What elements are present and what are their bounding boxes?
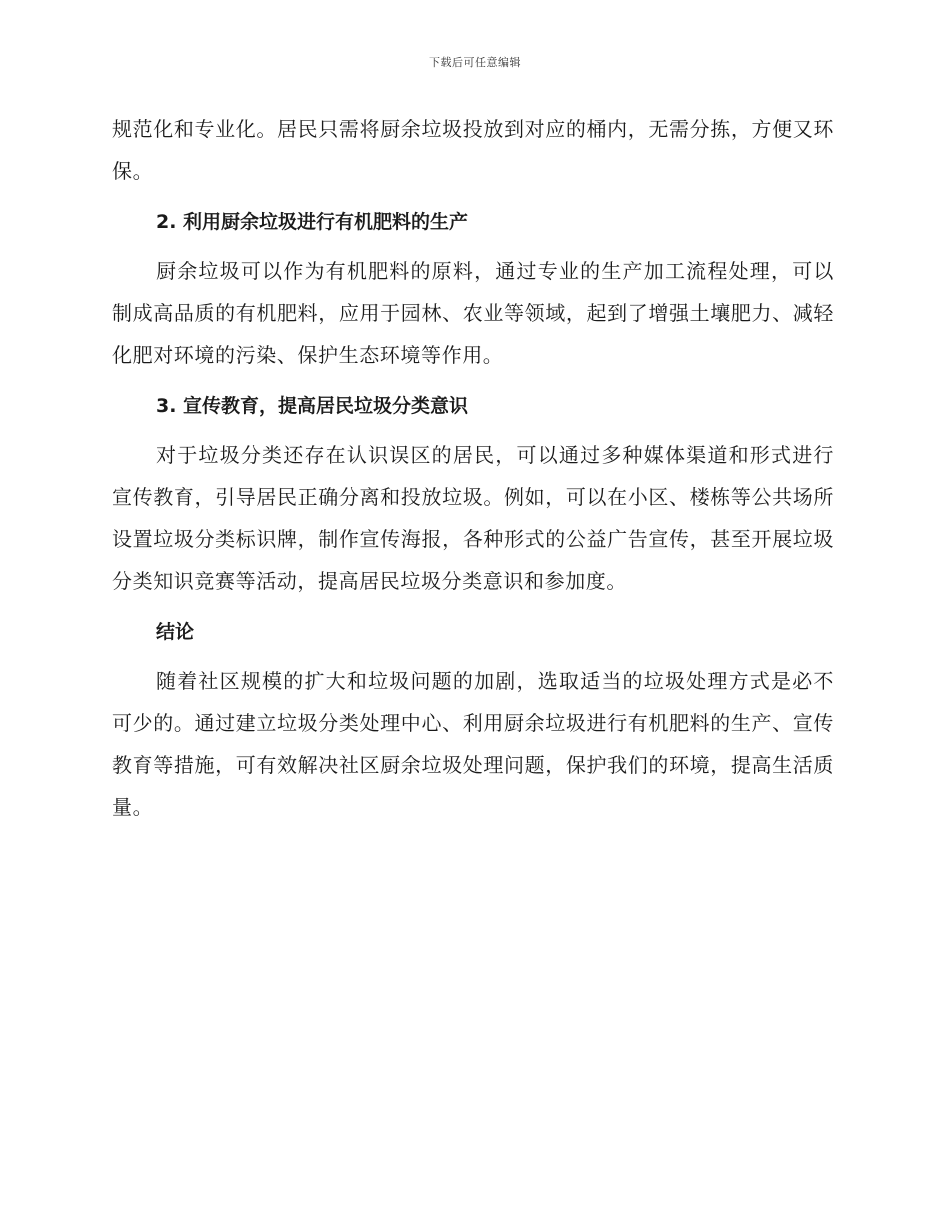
section-heading-conclusion: 结论 [156,621,195,643]
section-heading-organic-fertilizer: 2. 利用厨余垃圾进行有机肥料的生产 [156,211,469,233]
page-header-note: 下载后可任意编辑 [429,56,521,69]
paragraph-conclusion: 随着社区规模的扩大和垃圾问题的加剧，选取适当的垃圾处理方式是必不可少的。通过建立垃圾分类处理中心、利用厨余垃圾进行有机肥料的生产、宣传教育等措施，可有效解决社区厨余垃圾处理问题，保护我们的环境，提高生活质量。 [112,669,834,819]
paragraph-education: 对于垃圾分类还存在认识误区的居民，可以通过多种媒体渠道和形式进行宣传教育，引导居民正确分离和投放垃圾。例如，可以在小区、楼栋等公共场所设置垃圾分类标识牌，制作宣传海报，各种形式的公益广告宣传，甚至开展垃圾分类知识竞赛等活动，提高居民垃圾分类意识和参加度。 [112,443,834,593]
paragraph-continued: 规范化和专业化。居民只需将厨余垃圾投放到对应的桶内，无需分拣，方便又环保。 [112,117,834,183]
paragraph-organic-fertilizer: 厨余垃圾可以作为有机肥料的原料，通过专业的生产加工流程处理，可以制成高品质的有机肥料，应用于园林、农业等领域，起到了增强土壤肥力、减轻化肥对环境的污染、保护生态环境等作用。 [112,259,834,367]
document-body [112,108,834,828]
section-heading-education: 3. 宣传教育，提高居民垃圾分类意识 [156,395,469,417]
